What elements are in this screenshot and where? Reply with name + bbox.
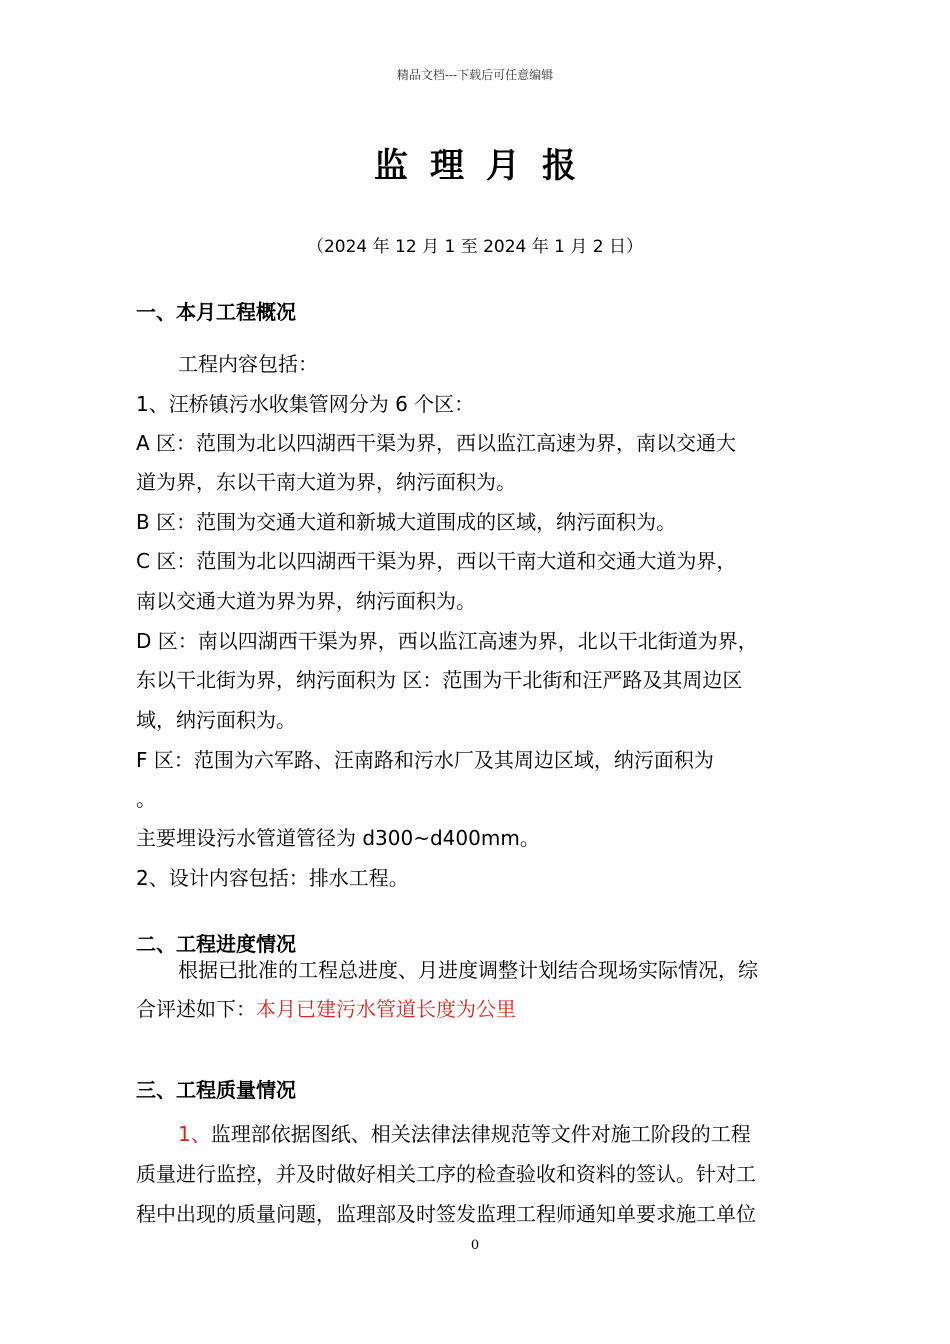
- section1-line: 。: [136, 787, 156, 811]
- page-number: 0: [470, 1238, 480, 1253]
- section2-heading: 二、工程进度情况: [136, 932, 296, 956]
- section1-line: F 区：范围为六军路、汪南路和污水厂及其周边区域，纳污面积为: [136, 748, 714, 772]
- section1-line: 2、设计内容包括：排水工程。: [136, 866, 409, 890]
- section2-highlight: 本月已建污水管道长度为公里: [256, 997, 516, 1021]
- section3-item-number: 1、: [178, 1122, 211, 1146]
- section3-line: 质量进行监控，并及时做好相关工序的检查验收和资料的签认。针对工: [136, 1162, 756, 1186]
- section1-heading: 一、本月工程概况: [136, 300, 296, 324]
- section2-line: [136, 993, 516, 1022]
- section2-line: 根据已批准的工程总进度、月进度调整计划结合现场实际情况，综: [178, 958, 758, 982]
- section1-line: D 区：南以四湖西干渠为界，西以监江高速为界，北以干北街道为界，: [136, 629, 758, 653]
- section1-line: B 区：范围为交通大道和新城大道围成的区域，纳污面积为。: [136, 510, 677, 534]
- section1-line: 工程内容包括：: [178, 352, 318, 376]
- section1-line: 主要埋设污水管道管径为 d300~d400mm。: [136, 826, 540, 850]
- page-title: 监理月报: [374, 146, 598, 186]
- section1-line: A 区：范围为北以四湖西干渠为界，西以监江高速为界，南以交通大: [136, 431, 737, 455]
- section3-line: 程中出现的质量问题，监理部及时签发监理工程师通知单要求施工单位: [136, 1202, 756, 1226]
- section3-heading: 三、工程质量情况: [136, 1078, 296, 1102]
- section1-line: 东以干北街为界，纳污面积为 区：范围为干北街和汪严路及其周边区: [136, 668, 743, 692]
- section3-line: [178, 1118, 751, 1147]
- section1-line: 域，纳污面积为。: [136, 708, 296, 732]
- report-period: （2024 年 12 月 1 至 2024 年 1 月 2 日）: [306, 237, 644, 257]
- section1-line: C 区：范围为北以四湖西干渠为界，西以干南大道和交通大道为界，: [136, 549, 737, 573]
- section1-line: 南以交通大道为界为界，纳污面积为。: [136, 589, 476, 613]
- section1-line: 道为界，东以干南大道为界，纳污面积为。: [136, 470, 516, 494]
- section3-line-text: 监理部依据图纸、相关法律法律规范等文件对施工阶段的工程: [210, 1122, 751, 1146]
- section2-line-prefix: 合评述如下：: [136, 997, 256, 1021]
- header-note: 精品文档---下载后可任意编辑: [396, 68, 554, 82]
- section1-line: 1、汪桥镇污水收集管网分为 6 个区：: [136, 392, 475, 416]
